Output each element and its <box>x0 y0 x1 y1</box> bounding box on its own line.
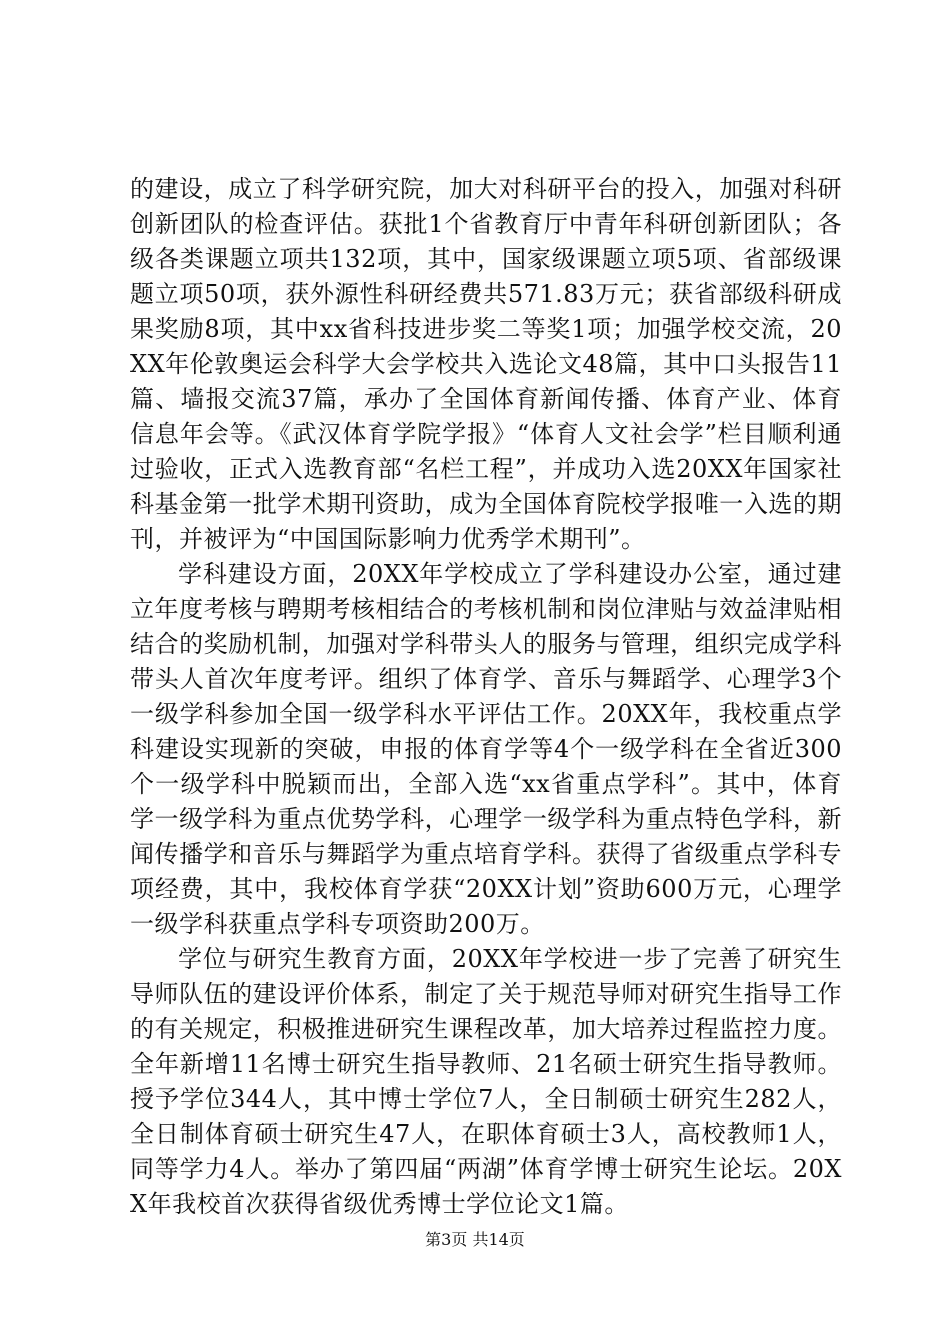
paragraph-discipline-construction: 学科建设方面，20XX年学校成立了学科建设办公室，通过建立年度考核与聘期考核相结合的考核机制和岗位津贴与效益津贴相结合的奖励机制，加强对学科带头人的服务与管理，组织完成学科带头人首次年度考评。组织了体育学、音乐与舞蹈学、心理学3个一级学科参加全国一级学科水平评估工作。20XX年，我校重点学科建设实现新的突破，申报的体育学等4个一级学科在全省近300个一级学科中脱颖而出，全部入选“xx省重点学科”。其中，体育学一级学科为重点优势学科，心理学一级学科为重点特色学科，新闻传播学和音乐与舞蹈学为重点培育学科。获得了省级重点学科专项经费，其中，我校体育学获“20XX计划”资助600万元，心理学一级学科获重点学科专项资助200万。 <box>130 560 842 938</box>
paragraph-research-continued: 的建设，成立了科学研究院，加大对科研平台的投入，加强对科研创新团队的检查评估。获批1个省教育厅中青年科研创新团队；各级各类课题立项共132项，其中，国家级课题立项5项、省部级课题立项50项，获外源性科研经费共571.83万元；获省部级科研成果奖励8项，其中xx省科技进步奖二等奖1项；加强学校交流，20XX年伦敦奥运会科学大会学校共入选论文48篇，其中口头报告11篇、墙报交流37篇，承办了全国体育新闻传播、体育产业、体育信息年会等。《武汉体育学院学报》“体育人文社会学”栏目顺利通过验收，正式入选教育部“名栏工程”，并成功入选20XX年国家社科基金第一批学术期刊资助，成为全国体育院校学报唯一入选的期刊，并被评为“中国国际影响力优秀学术期刊”。 <box>130 175 842 553</box>
document-body <box>130 172 842 1222</box>
page-number-footer: 第3页 共14页 <box>425 1230 525 1249</box>
paragraph-graduate-education: 学位与研究生教育方面，20XX年学校进一步了完善了研究生导师队伍的建设评价体系，制定了关于规范导师对研究生指导工作的有关规定，积极推进研究生课程改革，加大培养过程监控力度。全年新增11名博士研究生指导教师、21名硕士研究生指导教师。授予学位344人，其中博士学位7人，全日制硕士研究生282人，全日制体育硕士研究生47人，在职体育硕士3人，高校教师1人，同等学力4人。举办了第四届“两湖”体育学博士研究生论坛。20XX年我校首次获得省级优秀博士学位论文1篇。 <box>130 945 842 1218</box>
